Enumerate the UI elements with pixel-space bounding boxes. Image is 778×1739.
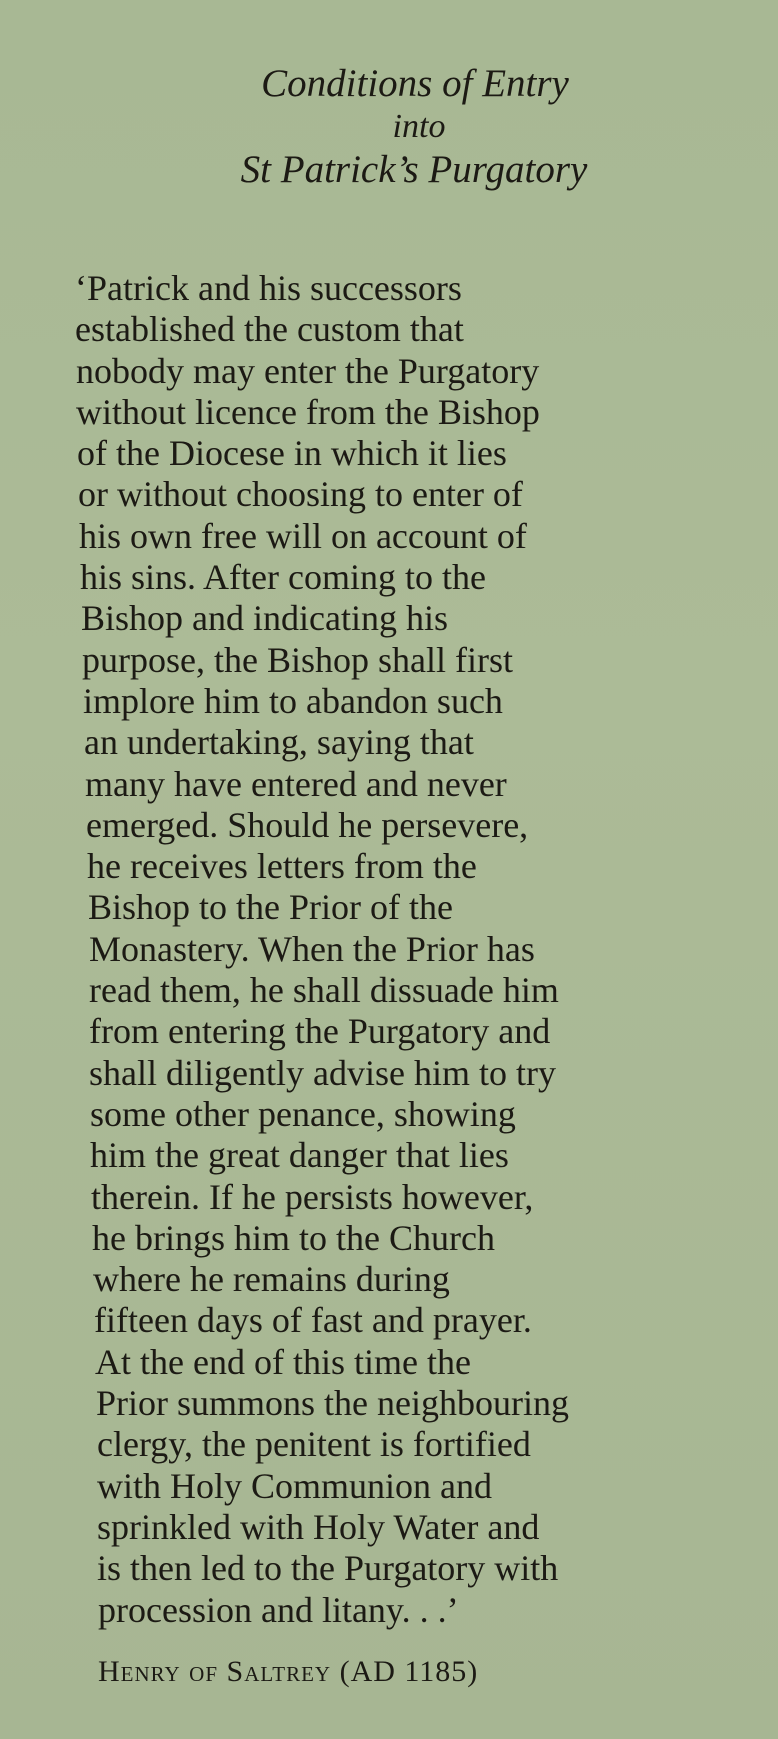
- passage-line: he receives letters from the: [87, 846, 477, 887]
- passage-line: many have entered and never: [85, 763, 507, 804]
- passage-line: therein. If he persists however,: [91, 1176, 534, 1217]
- passage-line: Bishop and indicating his: [81, 598, 448, 639]
- passage-line: of the Diocese in which it lies: [77, 433, 507, 474]
- passage-line: clergy, the penitent is fortified: [97, 1424, 531, 1465]
- passage-line: without licence from the Bishop: [76, 391, 540, 432]
- passage-line: his sins. After coming to the: [80, 557, 486, 598]
- title-line-2: into: [392, 108, 446, 145]
- passage-line: Prior summons the neighbouring: [96, 1383, 569, 1424]
- passage-line: Bishop to the Prior of the: [88, 887, 453, 928]
- passage-line: purpose, the Bishop shall first: [82, 639, 513, 680]
- passage-line: emerged. Should he persevere,: [86, 804, 529, 845]
- passage-line: his own free will on account of: [79, 515, 527, 556]
- attribution-line: Henry of Saltrey (AD 1185): [98, 1655, 479, 1688]
- passage-line: shall diligently advise him to try: [89, 1052, 556, 1093]
- passage-line: he brings him to the Church: [92, 1217, 495, 1258]
- passage-line: an undertaking, saying that: [84, 722, 474, 763]
- passage-line: established the custom that: [75, 309, 464, 350]
- passage-line: procession and litany. . .’: [98, 1589, 459, 1630]
- title-line-3: St Patrick’s Purgatory: [240, 148, 588, 191]
- page-title: [0, 62, 778, 191]
- passage-line: or without choosing to enter of: [78, 474, 523, 515]
- passage-line: ‘Patrick and his successors: [75, 268, 462, 308]
- passage-line: At the end of this time the: [95, 1341, 471, 1382]
- passage-line: some other penance, showing: [90, 1093, 516, 1134]
- passage-line: where he remains during: [93, 1259, 450, 1300]
- passage-line: from entering the Purgatory and: [89, 1011, 551, 1052]
- quote-passage: [0, 268, 778, 1631]
- passage-line: is then led to the Purgatory with: [97, 1548, 559, 1589]
- passage-line: him the great danger that lies: [90, 1135, 509, 1176]
- title-line-1: Conditions of Entry: [261, 62, 569, 105]
- passage-line: read them, he shall dissuade him: [89, 970, 559, 1011]
- passage-line: fifteen days of fast and prayer.: [94, 1300, 532, 1341]
- passage-line: implore him to abandon such: [83, 680, 503, 721]
- passage-line: Monastery. When the Prior has: [89, 928, 535, 969]
- passage-line: sprinkled with Holy Water and: [97, 1506, 540, 1547]
- passage-line: with Holy Communion and: [97, 1465, 492, 1506]
- passage-line: nobody may enter the Purgatory: [76, 350, 540, 391]
